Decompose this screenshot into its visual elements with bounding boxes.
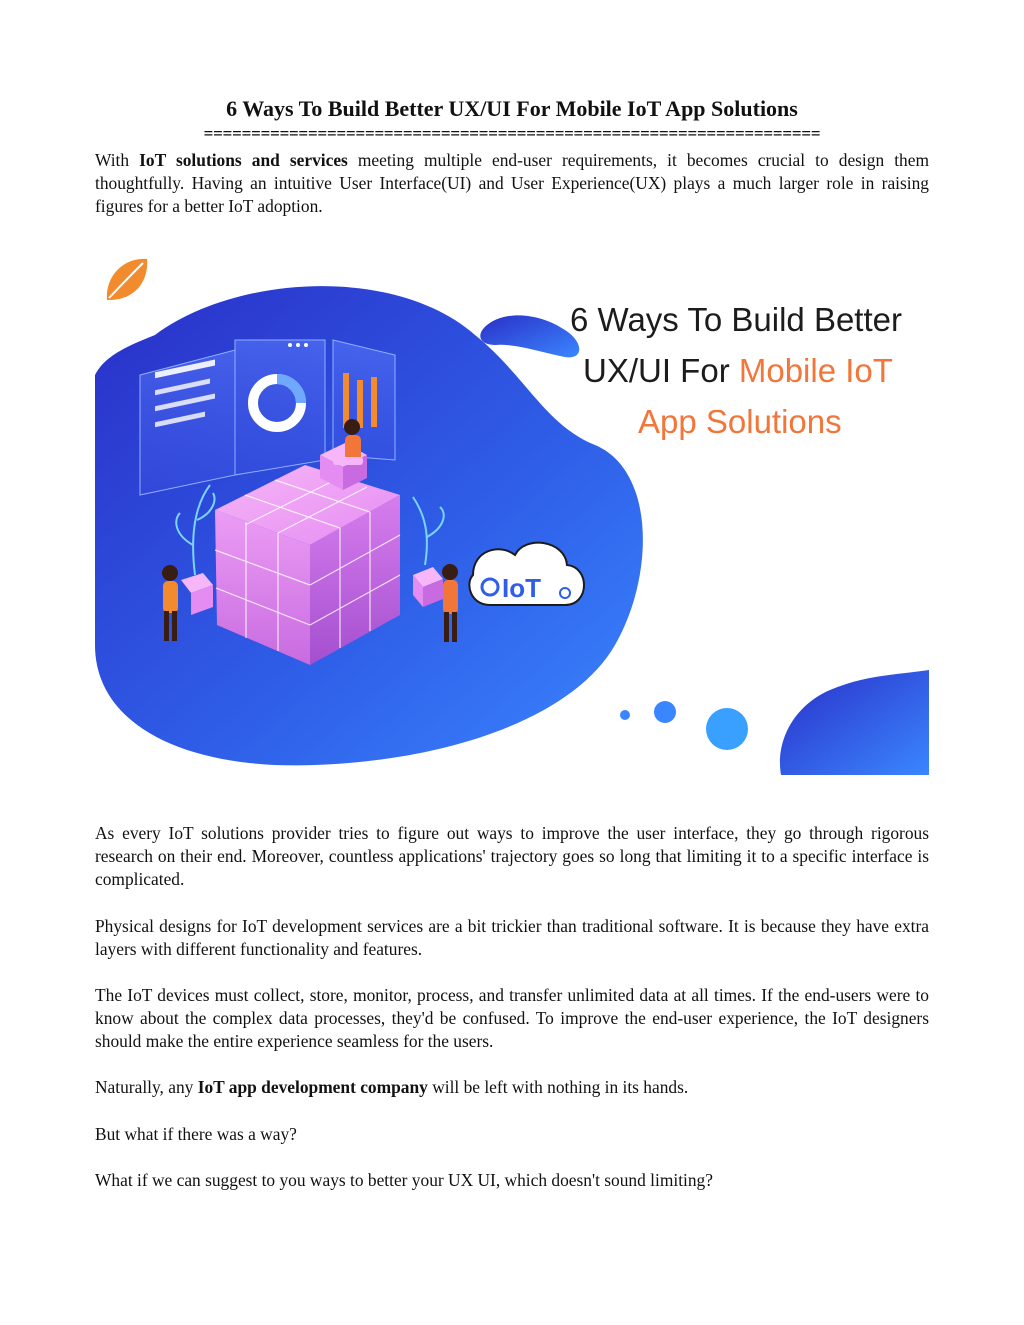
decor-dot-small bbox=[620, 710, 630, 720]
leaf-logo-icon bbox=[107, 259, 147, 300]
body-paragraph-2: Physical designs for IoT development services are a bit trickier than traditional software. It is because they have extra layers with different functionality and features. bbox=[95, 916, 929, 959]
dashboard-panel-right bbox=[333, 340, 395, 460]
dashboard-panel-center bbox=[235, 340, 325, 475]
iot-solutions-highlight: IoT solutions and services bbox=[139, 150, 348, 170]
naturally-text-post: will be left with nothing in its hands. bbox=[427, 1077, 689, 1097]
iot-app-company-highlight: IoT app development company bbox=[197, 1077, 428, 1097]
document-title: 6 Ways To Build Better UX/UI For Mobile IoT App Solutions bbox=[226, 96, 798, 121]
hero-illustration bbox=[95, 245, 929, 775]
dashboard-panel-left bbox=[140, 350, 235, 495]
naturally-text-pre: Naturally, any bbox=[95, 1077, 198, 1097]
hero-heading-line2-prefix: UX/UI For bbox=[583, 352, 739, 389]
body-paragraph-3: The IoT devices must collect, store, monitor, process, and transfer unlimited data at all times. If the end-users were to know about the complex data processes, they'd be confused. To improve the end-user experience, the IoT designers should make the entire experience seamless for the users. bbox=[95, 985, 929, 1051]
naturally-paragraph bbox=[95, 1076, 929, 1099]
title-underline-rule: ================================================================= bbox=[203, 124, 821, 143]
pill-blob bbox=[480, 315, 579, 357]
corner-blob bbox=[780, 670, 929, 775]
question-paragraph-2: What if we can suggest to you ways to better your UX UI, which doesn't sound limiting? bbox=[95, 1170, 713, 1190]
intro-paragraph bbox=[95, 149, 929, 218]
intro-text-pre: With bbox=[95, 150, 140, 170]
body-paragraph-1: As every IoT solutions provider tries to figure out ways to improve the user interface, they go through rigorous research on their end. Moreover, countless applications' trajectory goes so long that limiting it to a specific interface is complicated. bbox=[95, 823, 929, 889]
hero-heading-line2-highlight: Mobile IoT bbox=[738, 352, 893, 389]
hero-heading-line2 bbox=[583, 352, 893, 389]
iot-badge-label: IoT bbox=[502, 573, 541, 603]
intro-text-post: meeting multiple end-user requirements, it becomes crucial to design them thoughtfully. Having an intuitive User Interface(UI) and User Experience(UX) plays a much larger role in raising figures for a better IoT adoption. bbox=[95, 150, 929, 216]
decor-dot-medium bbox=[654, 701, 676, 723]
question-paragraph-1: But what if there was a way? bbox=[95, 1124, 297, 1144]
hero-heading-line3: App Solutions bbox=[638, 403, 842, 440]
decor-dot-large bbox=[706, 708, 748, 750]
hero-heading-line1: 6 Ways To Build Better bbox=[570, 301, 902, 338]
